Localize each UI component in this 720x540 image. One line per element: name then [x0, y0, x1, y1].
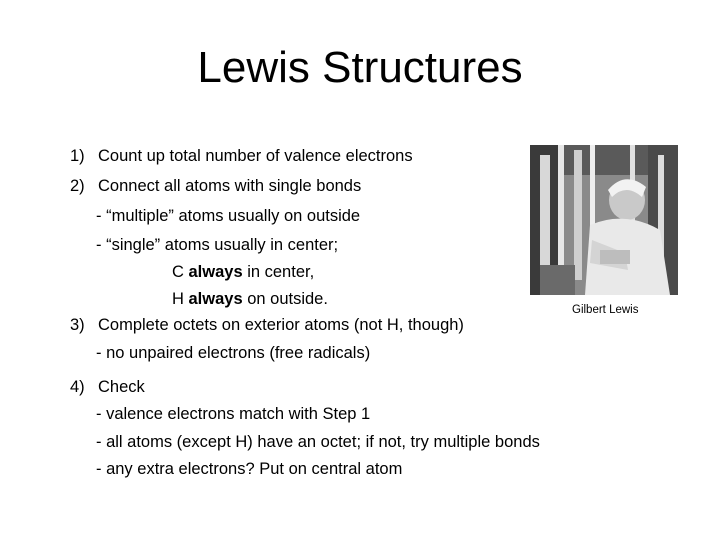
element-c: C: [172, 263, 189, 281]
sub-multiple-atoms: - “multiple” atoms usually on outside: [96, 207, 361, 225]
sub-single-atoms: - “single” atoms usually in center;: [96, 236, 339, 254]
step-1: [70, 146, 413, 166]
step-number: 3): [70, 316, 85, 334]
step-text: Count up total number of valence electrons: [98, 147, 413, 165]
step-text: Connect all atoms with single bonds: [98, 177, 362, 195]
sub-no-unpaired: - no unpaired electrons (free radicals): [96, 344, 371, 362]
step-text: Complete octets on exterior atoms (not H, though): [98, 316, 464, 334]
element-h: H: [172, 290, 189, 308]
sub-carbon-center: [172, 262, 314, 282]
step-2: [70, 176, 361, 196]
step-number: 4): [70, 378, 85, 396]
slide-title: Lewis Structures: [197, 43, 523, 92]
step-3: [70, 315, 464, 335]
rule-text: in center,: [242, 263, 315, 281]
sub-hydrogen-outside: [172, 289, 328, 309]
sub-extra-electrons: - any extra electrons? Put on central atom: [96, 460, 403, 478]
sub-valence-match: - valence electrons match with Step 1: [96, 405, 371, 423]
sub-octet-check: - all atoms (except H) have an octet; if not, try multiple bonds: [96, 433, 540, 451]
photo-caption: Gilbert Lewis: [572, 304, 639, 316]
gilbert-lewis-photo: [530, 145, 678, 295]
step-text: Check: [98, 378, 145, 396]
rule-text: on outside.: [242, 290, 328, 308]
emphasis-always: always: [188, 290, 243, 308]
step-4: [70, 377, 145, 397]
step-number: 1): [70, 147, 85, 165]
emphasis-always: always: [188, 263, 243, 281]
step-number: 2): [70, 177, 85, 195]
